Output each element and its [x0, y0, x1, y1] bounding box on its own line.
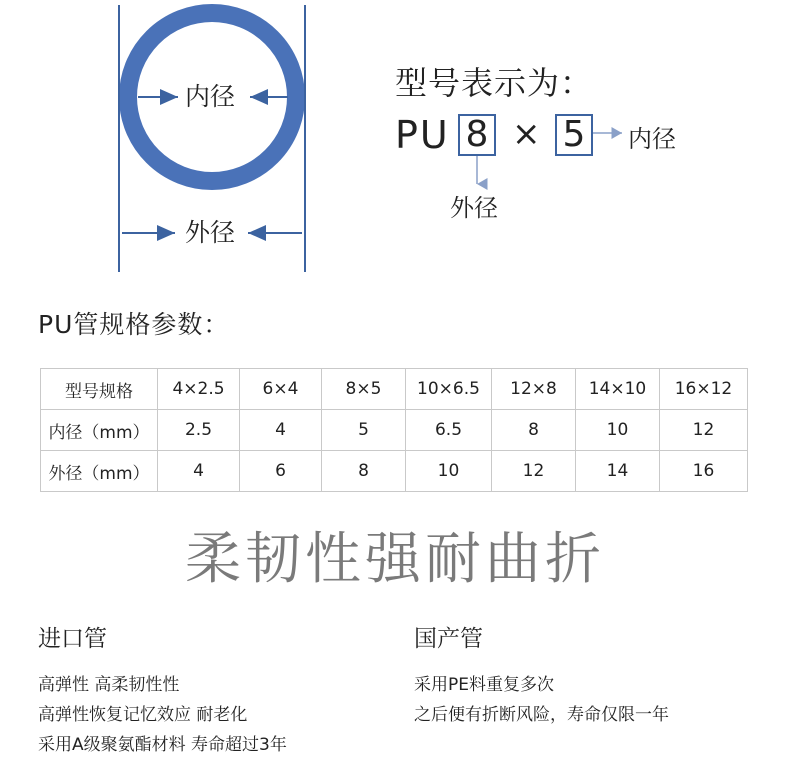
- model-title: 型号表示为：: [395, 64, 594, 102]
- table-cell: 6×4: [240, 369, 322, 410]
- table-cell: 12×8: [492, 369, 576, 410]
- table-cell: 外径（mm）: [41, 451, 158, 492]
- table-cell: 14×10: [576, 369, 660, 410]
- table-row: [41, 451, 748, 492]
- outer-value-box: 8: [458, 114, 496, 156]
- table-cell: 10: [576, 410, 660, 451]
- table-cell: 4: [158, 451, 240, 492]
- table-cell: 8: [492, 410, 576, 451]
- table-cell: 10×6.5: [406, 369, 492, 410]
- table-cell: 12: [492, 451, 576, 492]
- table-row: [41, 410, 748, 451]
- outer-diameter-label: 外径: [185, 218, 236, 247]
- imported-line: 高弹性恢复记忆效应 耐老化: [38, 705, 248, 725]
- table-cell: 内径（mm）: [41, 410, 158, 451]
- spec-title: PU管规格参数：: [38, 310, 230, 339]
- times-symbol: ×: [512, 114, 541, 154]
- table-cell: 8: [322, 451, 406, 492]
- table-cell: 4×2.5: [158, 369, 240, 410]
- table-cell: 2.5: [158, 410, 240, 451]
- table-cell: 16×12: [660, 369, 748, 410]
- table-cell: 6.5: [406, 410, 492, 451]
- domestic-title: 国产管: [414, 626, 483, 652]
- domestic-line: 之后便有折断风险，寿命仅限一年: [414, 705, 669, 725]
- table-cell: 型号规格: [41, 369, 158, 410]
- imported-line: 采用A级聚氨酯材料 寿命超过3年: [38, 735, 287, 755]
- inner-value-label: 内径: [628, 125, 676, 153]
- table-cell: 8×5: [322, 369, 406, 410]
- table-cell: 12: [660, 410, 748, 451]
- slogan-heading: 柔韧性强耐曲折: [185, 527, 605, 592]
- table-cell: 16: [660, 451, 748, 492]
- table-cell: 10: [406, 451, 492, 492]
- model-prefix: PU: [395, 113, 450, 157]
- inner-diameter-label: 内径: [185, 82, 236, 111]
- domestic-line: 采用PE料重复多次: [414, 675, 554, 695]
- table-cell: 4: [240, 410, 322, 451]
- imported-line: 高弹性 高柔韧性性: [38, 675, 180, 695]
- inner-value-box: 5: [555, 114, 593, 156]
- table-cell: 6: [240, 451, 322, 492]
- table-cell: 14: [576, 451, 660, 492]
- outer-value-label: 外径: [450, 194, 498, 222]
- table-cell: 5: [322, 410, 406, 451]
- spec-table: [40, 368, 748, 492]
- table-header-row: [41, 369, 748, 410]
- imported-title: 进口管: [38, 626, 107, 652]
